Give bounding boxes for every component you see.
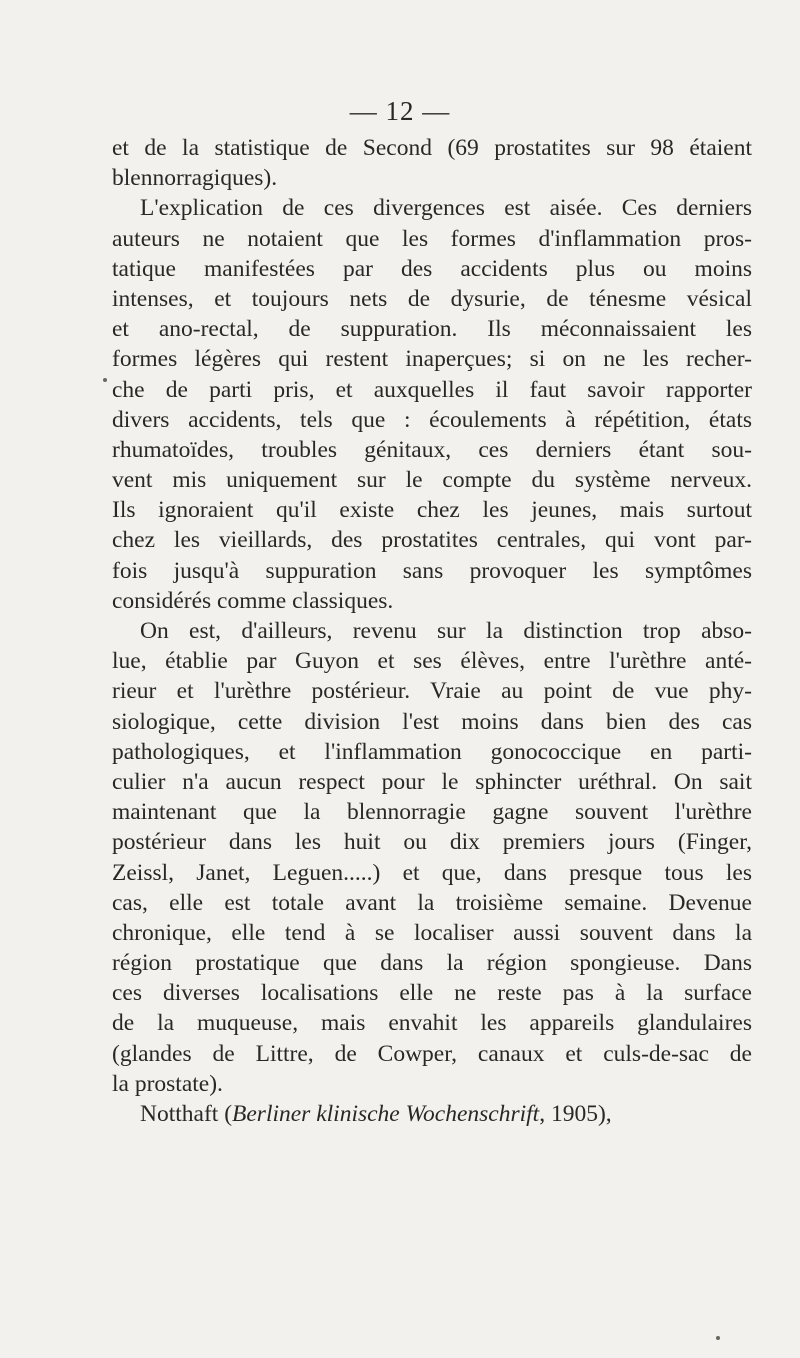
text-line: formes légères qui restent inaperçues; si on ne les recher-: [112, 346, 752, 373]
text-line: rieur et l'urèthre postérieur. Vraie au point de vue phy-: [112, 678, 752, 705]
text-line: Ils ignoraient qu'il existe chez les jeunes, mais surtout: [112, 497, 752, 524]
ink-speck: [716, 1336, 720, 1340]
text-line: L'explication de ces divergences est aisée. Ces derniers: [140, 195, 752, 222]
text-line: et de la statistique de Second (69 prostatites sur 98 étaient: [112, 135, 752, 161]
text-line: lue, établie par Guyon et ses élèves, entre l'urèthre anté-: [112, 648, 752, 675]
text-line: Notthaft (Berliner klinische Wochenschrift, 1905),: [140, 1101, 612, 1127]
text-line: Zeissl, Janet, Leguen.....) et que, dans presque tous les: [112, 859, 752, 886]
text-line: postérieur dans les huit ou dix premiers jours (Finger,: [112, 829, 752, 856]
text-line: che de parti pris, et auxquelles il faut savoir rapporter: [112, 376, 752, 403]
text-line: vent mis uniquement sur le compte du système nerveux.: [112, 467, 752, 494]
text-line: chez les vieillards, des prostatites centrales, qui vont par-: [112, 527, 752, 554]
text-line: ces diverses localisations elle ne reste pas à la surface: [112, 980, 752, 1007]
text-line: culier n'a aucun respect pour le sphincter uréthral. On sait: [112, 768, 752, 795]
text-line: auteurs ne notaient que les formes d'inflammation pros-: [112, 225, 752, 252]
text-line: région prostatique que dans la région spongieuse. Dans: [112, 950, 752, 977]
text-line: siologique, cette division l'est moins dans bien des cas: [112, 708, 752, 735]
text-line: chronique, elle tend à se localiser aussi souvent dans la: [112, 919, 752, 946]
text-line: blennorragiques).: [112, 165, 278, 192]
text-line: maintenant que la blennorragie gagne souvent l'urèthre: [112, 799, 752, 826]
text-line: et ano-rectal, de suppuration. Ils méconnaissaient les: [112, 316, 752, 343]
text-line: tatique manifestées par des accidents plus ou moins: [112, 255, 752, 282]
text-line: considérés comme classiques.: [112, 587, 394, 614]
text-line: pathologiques, et l'inflammation gonococcique en parti-: [112, 738, 752, 765]
text-line: intenses, et toujours nets de dysurie, de ténesme vésical: [112, 285, 752, 312]
body-text: [112, 133, 752, 1129]
text-line: rhumatoïdes, troubles génitaux, ces derniers étant sou-: [112, 436, 752, 463]
text-line: divers accidents, tels que : écoulements à répétition, états: [112, 406, 752, 433]
ink-speck: [103, 378, 107, 382]
journal-title: Berliner klinische Wochenschrift: [232, 1101, 540, 1127]
text-line: fois jusqu'à suppuration sans provoquer les symptômes: [112, 557, 752, 584]
text-line: de la muqueuse, mais envahit les appareils glandulaires: [112, 1010, 752, 1037]
text-line: cas, elle est totale avant la troisième semaine. Devenue: [112, 889, 752, 916]
page-number: — 12 —: [349, 96, 451, 126]
text-line: On est, d'ailleurs, revenu sur la distinction trop abso-: [140, 618, 752, 644]
text-line: (glandes de Littre, de Cowper, canaux et culs-de-sac de: [112, 1040, 752, 1067]
text-line: la prostate).: [112, 1070, 223, 1097]
